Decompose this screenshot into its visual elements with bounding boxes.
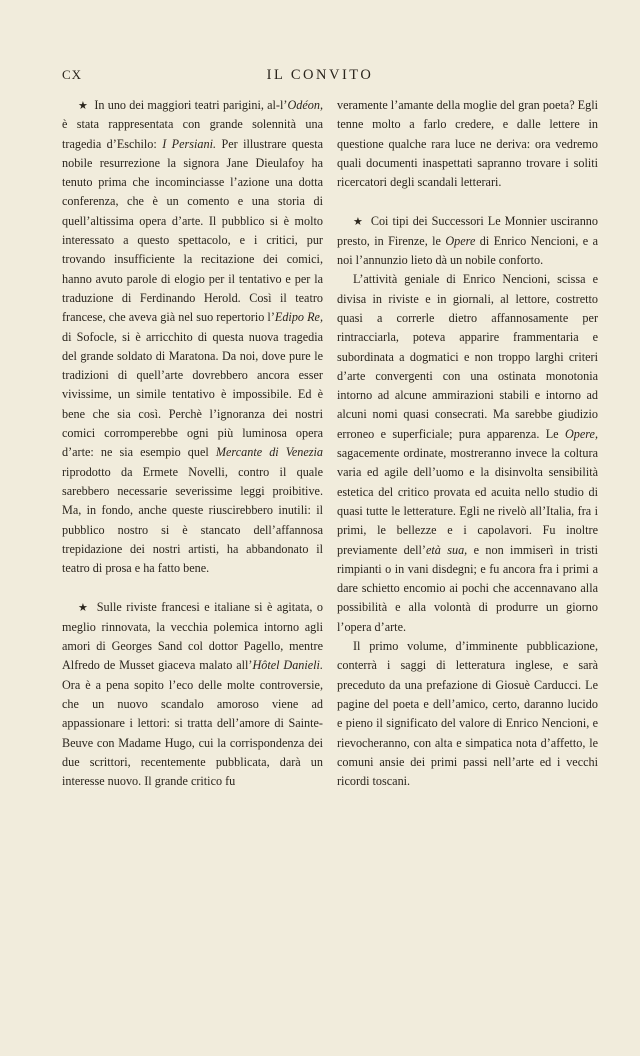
running-title: IL CONVITO	[266, 67, 374, 83]
star-icon: ★	[353, 215, 364, 229]
page-number: CX	[62, 67, 83, 82]
star-icon: ★	[78, 601, 90, 615]
page-header	[62, 67, 578, 87]
paragraph-continuation: veramente l’amante della moglie del gran poeta? Egli tenne molto a farlo credere, e dalle lettere in questione qualche rara luce ne deriva: ora vedremo quali documenti inaspettati sapranno trovare i soliti ricercatori degli scandali letterari.	[337, 98, 598, 190]
left-column	[62, 96, 323, 791]
paragraph-sand-musset: ★ Sulle riviste francesi e italiane si è agitata, o meglio rinnovata, la vecchia polemica intorno agli amori di Georges Sand col dottor Pagello, mentre Alfredo de Musset giaceva malato all’Hôtel Danieli. Ora è a pena sopito l’eco delle molte controversie, che un nuovo scandalo amoroso viene ad appassionare i lettori: si tratta dell’amore di Sainte-Beuve con Madame Hugo, cui la corrispondenza dei due scrittori, recentemente pubblicata, darà un interesse nuovo. Il grande critico fu	[62, 600, 323, 789]
right-column	[337, 96, 598, 791]
paragraph-nencioni: L’attività geniale di Enrico Nencioni, scissa e divisa in riviste e in giornali, al lettore, costretto quasi a correrle dietro affannosamente per rintracciarla, poteva apparire frammentaria e subordinata a dogmatici e non troppo larghi criteri d’arte convergenti con una ostinata monotonia intorno ad alcune ammirazioni stabili e intorno ad alcuni nomi quasi consecrati. Ma sarebbe giudizio erroneo e superficiale; pura apparenza. Le Opere, sagacemente ordinate, mostreranno invece la coltura varia ed agile dell’uomo e la disinvolta sensibilità estetica del critico provata ed acuita nello studio di quasi tutte le letterature. Egli ne rivelò all’Italia, fra i primi, le bellezze e i capolavori. Fu inoltre previamente dell’età sua, e non immiserì in tristi rimpianti o in vani disdegni; e fu ancora fra i primi a dare schietto encomio ai pochi che accennavano alla possibilità e alla volontà di produrre un giorno l’opera d’arte.	[337, 272, 598, 634]
paragraph-primo-volume: Il primo volume, d’imminente pubblicazione, conterrà i saggi di letteratura inglese, e sarà preceduto da una prefazione di Giosuè Carducci. Le pagine del poeta e dell’amico, certo, daranno lucido e pieno il significato del valore di Enrico Nencioni, e rievocheranno, con alta e simpatica nota d’affetto, le comuni ansie dei primi passi nell’arte ed i vecchi ricordi toscani.	[337, 639, 598, 789]
paragraph-le-monnier: ★ Coi tipi dei Successori Le Monnier usciranno presto, in Firenze, le Opere di Enrico Nencioni, e a noi l’annunzio lieto dà un nobile conforto.	[337, 214, 598, 268]
star-icon: ★	[78, 99, 89, 112]
paragraph-persiani: ★ In uno dei maggiori teatri parigini, al-l’Odéon, è stata rappresentata con grande solennità una tragedia d’Eschilo: I Persiani. Per illustrare questa nobile resurrezione la signora Jane Dieulafoy ha tenuto prima che incominciasse l’azione una dotta conferenza, che è un comento e una storia di quell’altissima opera d’arte. Il pubblico si è molto interessato a questo spettacolo, e i critici, pur trovando insufficiente la recitazione dei comici, hanno avuto parole di elogio per il tentativo e per la traduzione di Ferdinando Herold. Così il teatro francese, che aveva già nel suo repertorio l’Edipo Re, di Sofocle, si è arricchito di questa nuova tragedia del grande soldato di Maratona. Da noi, dove pure le tradizioni di quell’arte dovrebbero ancora esser vivissime, un simile tentativo è impossibile. Ed è bene che sia così. Perchè l’ignoranza dei nostri comici corromperebbe ogni più luminosa opera d’arte: ne sia esempio quel Mercante di Venezia riprodotto da Ermete Novelli, contro il quale sarebbero necessarie severissime leggi proibitive. Ma, in fondo, anche queste riuscirebbero inutili: il pubblico nostro si è stancato dell’affannosa trepidazione dei nostri artisti, ha abbandonato il teatro di prosa e ha fatto bene.	[62, 98, 324, 576]
